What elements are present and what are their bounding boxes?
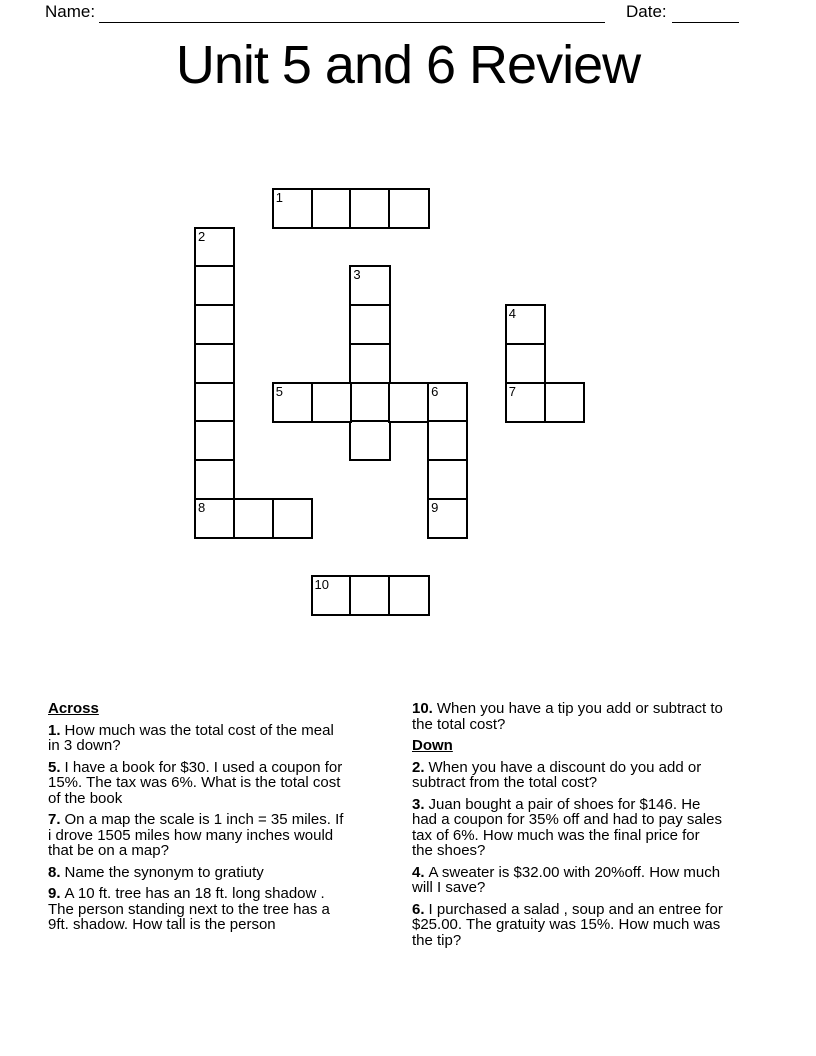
grid-cell-r8-c2[interactable] <box>272 498 313 539</box>
grid-cell-r5-c0[interactable] <box>194 382 235 423</box>
clue-across-9 <box>48 886 348 933</box>
date-label: Date: <box>626 2 667 21</box>
grid-cell-r5-c5[interactable] <box>388 382 429 423</box>
name-blank-line[interactable] <box>99 22 605 23</box>
grid-cell-r7-c0[interactable] <box>194 459 235 500</box>
cell-number: 6 <box>431 383 439 399</box>
grid-cell-r2-c0[interactable] <box>194 265 235 306</box>
clue-number: 3. <box>412 795 425 813</box>
grid-cell-r3-c4[interactable] <box>349 304 390 345</box>
clue-text: Juan bought a pair of shoes for $146. He had a coupon for 35% off and had to pay sales tax of 6%. How much was the final price for the shoes? <box>412 795 722 859</box>
name-label: Name: <box>45 2 96 21</box>
grid-cell-r5-c9[interactable] <box>544 382 585 423</box>
clue-down-2 <box>412 760 724 791</box>
clue-text: I purchased a salad , soup and an entree for $25.00. The gratuity was 15%. How much was the tip? <box>412 900 723 949</box>
grid-cell-r5-c4[interactable] <box>349 382 390 423</box>
clues-column-left <box>48 701 348 939</box>
grid-cell-r8-c6[interactable] <box>427 498 468 539</box>
grid-cell-r5-c8[interactable] <box>505 382 546 423</box>
cell-number: 2 <box>198 228 206 244</box>
cell-number: 4 <box>508 306 517 322</box>
down-heading: Down <box>412 737 453 754</box>
clue-text: How much was the total cost of the meal in 3 down? <box>48 721 334 754</box>
clue-number: 5. <box>48 758 61 776</box>
grid-cell-r0-c2[interactable] <box>272 188 313 229</box>
grid-cell-r7-c6[interactable] <box>427 459 468 500</box>
clue-text: A 10 ft. tree has an 18 ft. long shadow . The person standing next to the tree has a 9ft. shadow. How tall is the person <box>48 885 330 933</box>
cell-number: 8 <box>198 499 206 515</box>
clue-text: When you have a discount do you add or subtract from the total cost? <box>412 758 702 791</box>
across-heading: Across <box>48 700 99 717</box>
clue-across-5 <box>48 760 348 807</box>
clue-number: 4. <box>412 863 425 881</box>
grid-cell-r0-c4[interactable] <box>349 188 390 229</box>
grid-cell-r4-c0[interactable] <box>194 343 235 384</box>
page-title: Unit 5 and 6 Review <box>175 35 641 95</box>
grid-cell-r10-c5[interactable] <box>388 575 429 616</box>
grid-cell-r5-c3[interactable] <box>311 382 352 423</box>
clue-number: 10. <box>412 700 433 717</box>
clues-column-right <box>412 701 724 954</box>
grid-cell-r8-c0[interactable] <box>194 498 235 539</box>
clue-across-7 <box>48 812 348 859</box>
clue-text: I have a book for $30. I used a coupon for 15%. The tax was 6%. What is the total cost of the book <box>48 758 343 807</box>
clue-number: 8. <box>48 863 61 881</box>
date-blank-line[interactable] <box>672 22 739 23</box>
clue-number: 7. <box>48 811 61 828</box>
grid-cell-r1-c0[interactable] <box>194 227 235 268</box>
grid-cell-r5-c2[interactable] <box>272 382 313 423</box>
clue-number: 9. <box>48 885 61 902</box>
clue-across-8 <box>48 865 348 881</box>
grid-cell-r6-c4[interactable] <box>349 420 390 461</box>
grid-cell-r8-c1[interactable] <box>233 498 274 539</box>
grid-cell-r6-c0[interactable] <box>194 420 235 461</box>
cell-number: 5 <box>275 383 283 399</box>
grid-cell-r0-c5[interactable] <box>388 188 429 229</box>
clue-text: A sweater is $32.00 with 20%off. How much will I save? <box>412 863 721 896</box>
grid-cell-r6-c6[interactable] <box>427 420 468 461</box>
grid-cell-r0-c3[interactable] <box>311 188 352 229</box>
cell-number: 3 <box>353 267 361 283</box>
cell-number: 9 <box>431 499 439 515</box>
clue-across-10 <box>412 701 724 732</box>
cell-number: 10 <box>314 577 330 592</box>
cell-number: 7 <box>508 383 517 399</box>
clue-number: 1. <box>48 721 61 739</box>
clue-number: 2. <box>412 758 425 776</box>
clue-down-3 <box>412 797 724 859</box>
clue-number: 6. <box>412 900 425 918</box>
grid-cell-r4-c8[interactable] <box>505 343 546 384</box>
grid-cell-r2-c4[interactable] <box>349 265 390 306</box>
clue-down-4 <box>412 865 724 896</box>
grid-cell-r5-c6[interactable] <box>427 382 468 423</box>
grid-cell-r10-c3[interactable] <box>311 575 352 616</box>
grid-cell-r10-c4[interactable] <box>349 575 390 616</box>
grid-cell-r3-c0[interactable] <box>194 304 235 345</box>
grid-cell-r4-c4[interactable] <box>349 343 390 384</box>
clue-down-6 <box>412 902 724 949</box>
grid-cell-r3-c8[interactable] <box>505 304 546 345</box>
cell-number: 1 <box>275 190 283 205</box>
clue-text: Name the synonym to gratiuty <box>64 863 264 881</box>
clue-across-1 <box>48 723 348 754</box>
clue-text: On a map the scale is 1 inch = 35 miles. If i drove 1505 miles how many inches would that be on a map? <box>48 811 344 859</box>
clue-text: When you have a tip you add or subtract to the total cost? <box>412 700 723 733</box>
